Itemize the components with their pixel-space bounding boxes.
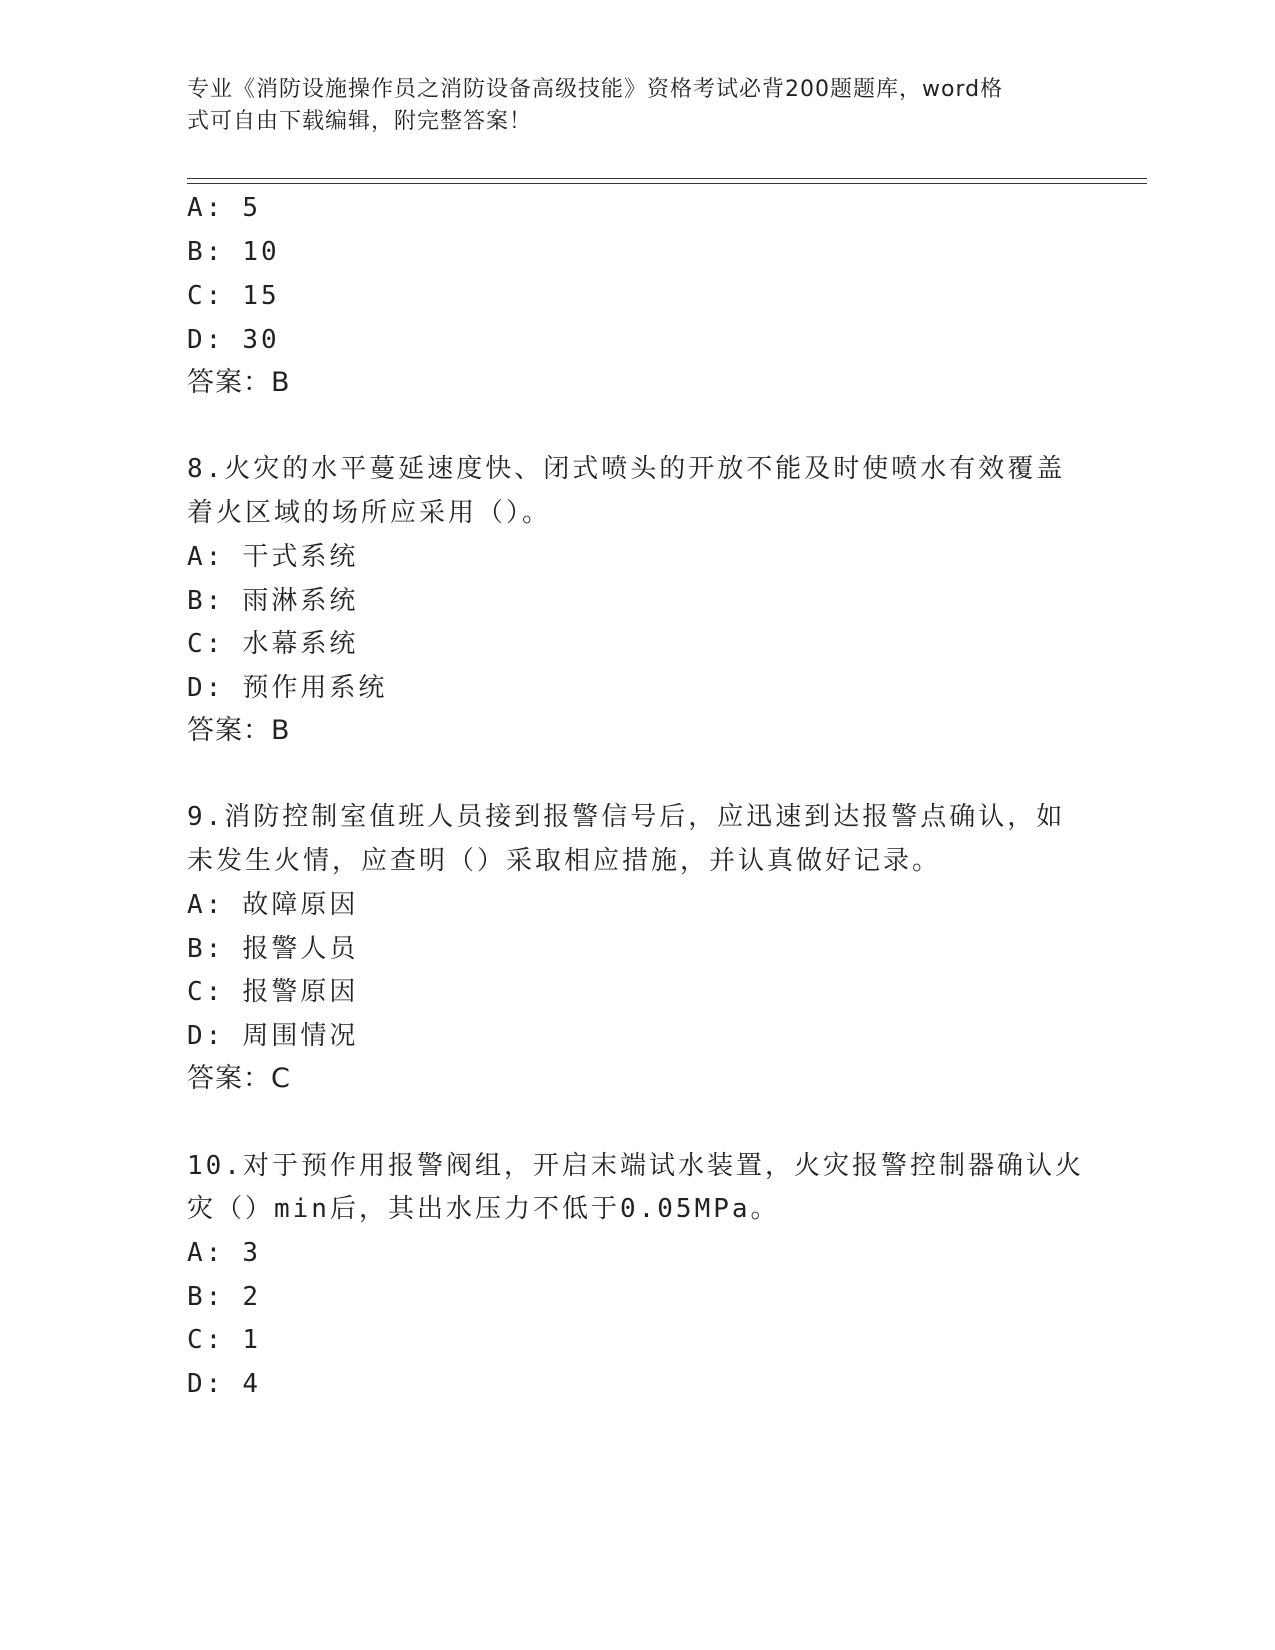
option-label: A: xyxy=(187,890,225,920)
q9-question-line-2: 未发生火情，应查明（）采取相应措施，并认真做好记录。 xyxy=(187,846,942,876)
q9-question-line-1: 9.消防控制室值班人员接到报警信号后，应迅速到达报警点确认，如 xyxy=(187,802,1066,832)
option-text: 雨淋系统 xyxy=(242,586,359,616)
option-label: A: xyxy=(187,193,225,223)
q8-option-d xyxy=(187,672,387,704)
q8-option-a xyxy=(187,541,358,573)
q8-option-c xyxy=(187,628,358,660)
option-text: 3 xyxy=(242,1238,261,1268)
q9-option-b xyxy=(187,933,358,965)
q9-answer: 答案：C xyxy=(187,1063,291,1094)
option-text: 5 xyxy=(242,193,261,223)
q8-answer: 答案：B xyxy=(187,715,291,746)
q7-option-d xyxy=(187,324,280,356)
q7-answer: 答案：B xyxy=(187,367,291,398)
q10-question-line-1: 10.对于预作用报警阀组，开启末端试水装置，火灾报警控制器确认火 xyxy=(187,1151,1084,1181)
q9-option-a xyxy=(187,889,358,921)
q7-option-a xyxy=(187,192,261,224)
option-text: 故障原因 xyxy=(242,890,359,920)
option-label: C: xyxy=(187,1325,225,1355)
option-text: 干式系统 xyxy=(242,542,359,572)
option-text: 2 xyxy=(242,1282,261,1312)
option-text: 预作用系统 xyxy=(242,673,388,703)
option-label: B: xyxy=(187,1282,225,1312)
q10-option-a xyxy=(187,1237,261,1269)
option-label: D: xyxy=(187,1021,225,1051)
option-label: D: xyxy=(187,673,225,703)
option-label: C: xyxy=(187,977,225,1007)
q8-option-b xyxy=(187,585,358,617)
option-text: 周围情况 xyxy=(242,1021,359,1051)
option-label: C: xyxy=(187,629,225,659)
q7-option-c xyxy=(187,280,280,312)
option-label: D: xyxy=(187,325,225,355)
option-label: A: xyxy=(187,542,225,572)
option-label: C: xyxy=(187,281,225,311)
q10-option-d xyxy=(187,1368,261,1400)
option-text: 4 xyxy=(242,1369,261,1399)
q8-question-line-2: 着火区域的场所应采用（）。 xyxy=(187,498,552,528)
option-text: 报警人员 xyxy=(242,934,359,964)
q9-option-d xyxy=(187,1020,358,1052)
header-note xyxy=(187,74,1067,138)
q9-option-c xyxy=(187,976,358,1008)
header-rule-bottom xyxy=(187,183,1147,184)
q10-question-line-2: 灾（）min后，其出水压力不低于0.05MPa。 xyxy=(187,1194,780,1224)
option-label: B: xyxy=(187,586,225,616)
q10-option-b xyxy=(187,1281,261,1313)
option-text: 30 xyxy=(242,325,280,355)
q10-option-c xyxy=(187,1324,261,1356)
header-note-line-1: 专业《消防设施操作员之消防设备高级技能》资格考试必背200题题库，word格 xyxy=(187,77,1004,102)
option-label: D: xyxy=(187,1369,225,1399)
option-text: 报警原因 xyxy=(242,977,359,1007)
option-text: 水幕系统 xyxy=(242,629,359,659)
header-rule-top xyxy=(187,178,1147,179)
option-label: A: xyxy=(187,1238,225,1268)
q7-option-b xyxy=(187,236,280,268)
option-label: B: xyxy=(187,934,225,964)
option-text: 1 xyxy=(242,1325,261,1355)
option-text: 10 xyxy=(242,237,280,267)
option-label: B: xyxy=(187,237,225,267)
header-note-line-2: 式可自由下载编辑，附完整答案！ xyxy=(187,109,533,134)
q8-question-line-1: 8.火灾的水平蔓延速度快、闭式喷头的开放不能及时使喷水有效覆盖 xyxy=(187,454,1066,484)
option-text: 15 xyxy=(242,281,280,311)
